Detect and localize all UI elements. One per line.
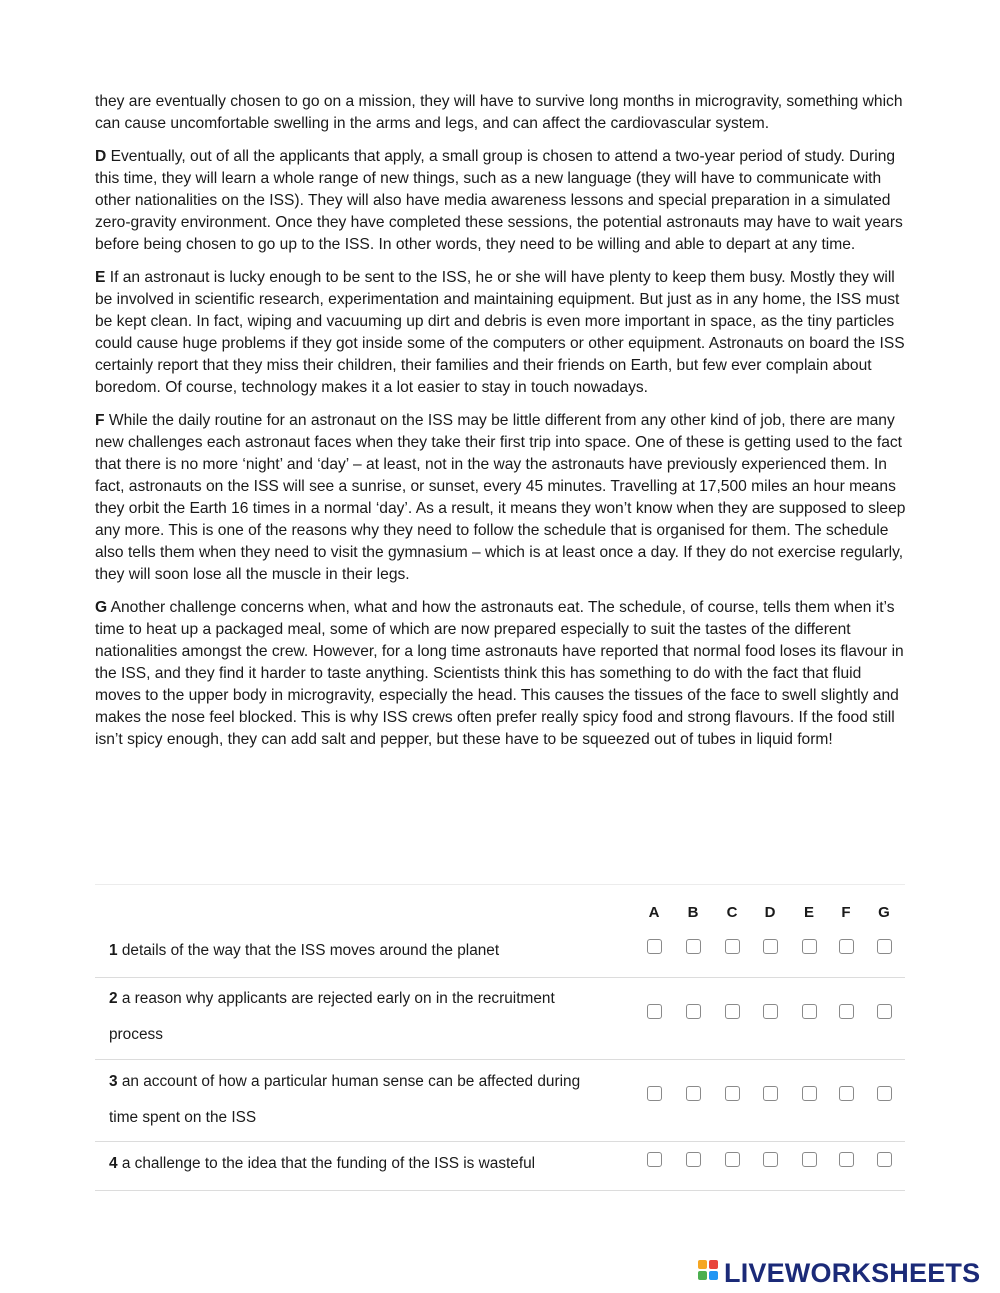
answer-checkbox-2-f[interactable] (839, 1004, 854, 1019)
answer-checkbox-4-g[interactable] (877, 1152, 892, 1167)
question-number: 2 (109, 990, 118, 1007)
question-row-3 (95, 1060, 905, 1142)
answer-checkbox-4-f[interactable] (839, 1152, 854, 1167)
answer-checkbox-1-f[interactable] (839, 939, 854, 954)
column-header-d: D (764, 904, 776, 921)
answer-checkbox-2-e[interactable] (802, 1004, 817, 1019)
paragraph-letter: D (95, 148, 107, 165)
answer-checkbox-1-c[interactable] (725, 939, 740, 954)
question-label: a challenge to the idea that the funding of the ISS is wasteful (117, 1155, 536, 1172)
logo-text: LIVEWORKSHEETS (724, 1257, 981, 1288)
answer-checkbox-4-a[interactable] (647, 1152, 662, 1167)
answer-checkbox-4-c[interactable] (725, 1152, 740, 1167)
column-header-f: F (841, 904, 851, 921)
column-header-g: G (878, 904, 890, 921)
answer-checkbox-1-a[interactable] (647, 939, 662, 954)
answer-checkbox-3-g[interactable] (877, 1086, 892, 1101)
question-label: details of the way that the ISS moves around the planet (117, 942, 500, 959)
answer-checkbox-2-b[interactable] (686, 1004, 701, 1019)
paragraph-d (95, 146, 907, 256)
answer-checkbox-2-a[interactable] (647, 1004, 662, 1019)
question-label: a reason why applicants are rejected early on in the recruitment process (109, 990, 555, 1043)
logo-icon (698, 1260, 720, 1286)
answer-checkbox-3-b[interactable] (686, 1086, 701, 1101)
column-header-e: E (803, 904, 814, 921)
table-header (95, 885, 905, 931)
paragraph-text: While the daily routine for an astronaut on the ISS may be little different from any other kind of job, there are many new challenges each astronaut faces when they take their first trip into space. One of these is getting used to the fact that there is no more ‘night’ and ‘day’ – at least, not in the way the astronauts have previously experienced them. In fact, astronauts on the ISS will see a sunrise, or sunset, every 45 minutes. Travelling at 17,500 miles an hour means they orbit the Earth 16 times in a normal ‘day’. As a result, it means they won’t know when they are supposed to sleep any more. This is one of the reasons why they need to follow the schedule that is organised for them. The schedule also tells them when they need to visit the gymnasium – which is at least once a day. If they do not exercise regularly, they will soon lose all the muscle in their legs. (95, 412, 906, 583)
answer-checkbox-2-c[interactable] (725, 1004, 740, 1019)
question-number: 1 (109, 942, 118, 959)
question-row-2 (95, 978, 905, 1060)
paragraph-text: Eventually, out of all the applicants that apply, a small group is chosen to attend a two-year period of study. During this time, they will learn a whole range of new things, such as a new language (they will have to communicate with other nationalities on the ISS). They will also have media awareness lessons and special preparation in a simulated zero-gravity environment. Once they have completed these sessions, the potential astronauts may have to wait years before being chosen to go up to the ISS. In other words, they need to be willing and able to depart at any time. (95, 148, 903, 253)
answer-checkbox-3-a[interactable] (647, 1086, 662, 1101)
matching-table (95, 884, 905, 1191)
paragraph-text: Another challenge concerns when, what and how the astronauts eat. The schedule, of course, tells them when it’s time to heat up a packaged meal, some of which are now prepared especially to suit the tastes of the different nationalities amongst the crew. However, for a long time astronauts have reported that normal food loses its flavour in the ISS, and they find it harder to taste anything. Scientists think this has something to do with the fact that fluid moves to the upper body in microgravity, especially the head. This causes the tissues of the face to swell slightly and makes the nose feel blocked. This is why ISS crews often prefer really spicy food and strong flavours. If the food still isn’t spicy enough, they can add salt and pepper, but these have to be squeezed out of tubes in liquid form! (95, 599, 904, 748)
answer-checkbox-1-g[interactable] (877, 939, 892, 954)
question-text (109, 981, 609, 1053)
answer-checkbox-3-e[interactable] (802, 1086, 817, 1101)
answer-checkbox-3-d[interactable] (763, 1086, 778, 1101)
question-row-1 (95, 931, 905, 978)
answer-checkbox-4-d[interactable] (763, 1152, 778, 1167)
paragraph-letter: E (95, 269, 106, 286)
paragraph-g (95, 597, 907, 751)
column-header-b: B (687, 904, 699, 921)
answer-checkbox-3-f[interactable] (839, 1086, 854, 1101)
column-header-c: C (726, 904, 738, 921)
paragraph-letter: G (95, 599, 108, 616)
paragraph-f (95, 410, 907, 586)
answer-checkbox-1-b[interactable] (686, 939, 701, 954)
answer-checkbox-1-d[interactable] (763, 939, 778, 954)
question-number: 3 (109, 1073, 118, 1090)
column-header-a: A (648, 904, 660, 921)
paragraph-c-end: they are eventually chosen to go on a mission, they will have to survive long months in microgravity, something which can cause uncomfortable swelling in the arms and legs, and can affect the cardiovascular system. (95, 93, 903, 132)
question-row-4 (95, 1142, 905, 1191)
question-text (109, 933, 609, 969)
question-number: 4 (109, 1155, 118, 1172)
answer-checkbox-4-e[interactable] (802, 1152, 817, 1167)
paragraph-text: If an astronaut is lucky enough to be sent to the ISS, he or she will have plenty to keep them busy. Mostly they will be involved in scientific research, experimentation and maintaining equipment. But just as in any home, the ISS must be kept clean. In fact, wiping and vacuuming up dirt and debris is even more important in space, as the tiny particles could cause huge problems if they got inside some of the computers or other equipment. Astronauts on board the ISS certainly report that they miss their children, their families and their friends on Earth, but few ever complain about boredom. Of course, technology makes it a lot easier to stay in touch nowadays. (95, 269, 905, 396)
answer-checkbox-2-g[interactable] (877, 1004, 892, 1019)
answer-checkbox-1-e[interactable] (802, 939, 817, 954)
answer-checkbox-3-c[interactable] (725, 1086, 740, 1101)
answer-checkbox-4-b[interactable] (686, 1152, 701, 1167)
question-label: an account of how a particular human sense can be affected during time spent on the ISS (109, 1073, 581, 1126)
reading-passage (95, 91, 907, 762)
question-text (109, 1064, 609, 1136)
paragraph-e (95, 267, 907, 399)
question-text (109, 1146, 609, 1182)
liveworksheets-logo (698, 1259, 980, 1287)
answer-checkbox-2-d[interactable] (763, 1004, 778, 1019)
paragraph-letter: F (95, 412, 105, 429)
